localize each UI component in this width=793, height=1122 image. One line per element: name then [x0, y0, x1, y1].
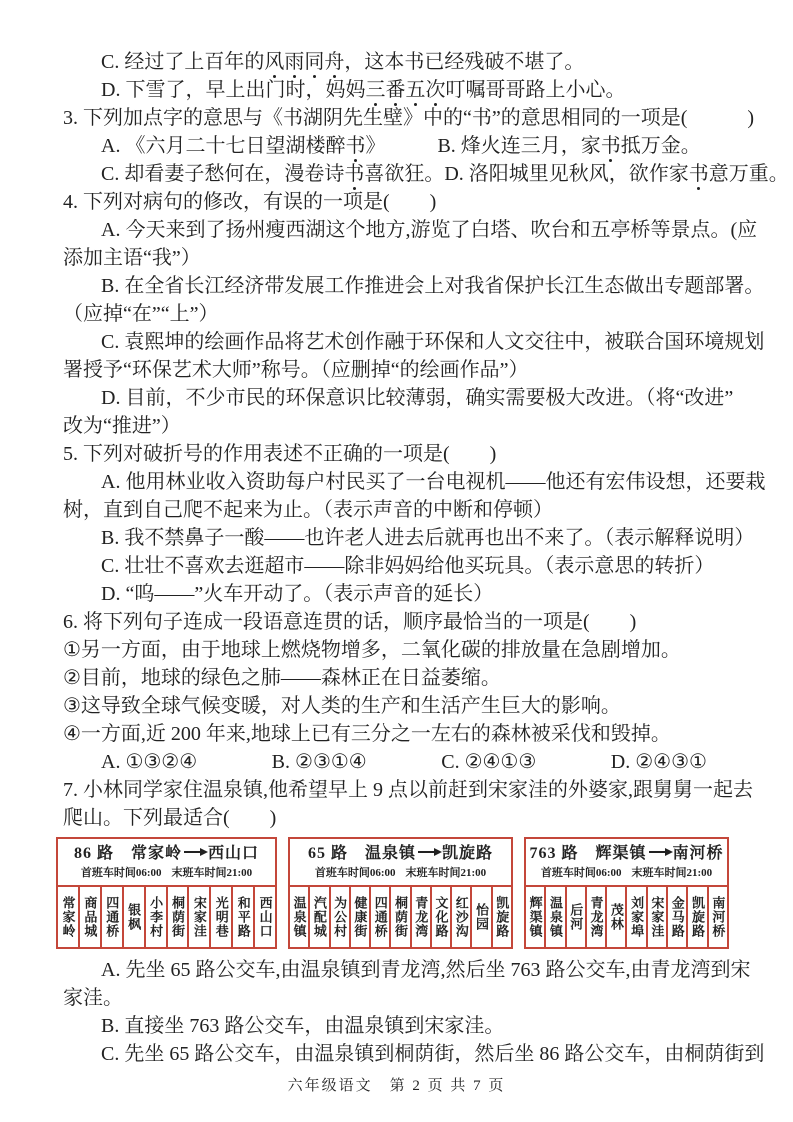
last-bus-time: 末班车时间21:00: [631, 867, 713, 879]
bus-stop: 茂林: [607, 887, 627, 947]
text-segment: 5. 下列对破折号的作用表述不正确的一项是( ): [63, 443, 497, 465]
text-segment: 》: [365, 135, 386, 157]
q4-option-d-cont: [63, 412, 737, 440]
q7-option-a-cont: [63, 984, 737, 1012]
bus-stop: 凯旋路: [494, 896, 510, 938]
route-title: [290, 843, 511, 865]
q5-option-b: [63, 524, 755, 552]
bus-stop: 怡园: [472, 887, 492, 947]
question-lines-lower: [63, 956, 765, 1068]
q2-option-d: [63, 76, 737, 104]
emphasized-text: 风雨同舟: [264, 51, 344, 73]
route-number: 65 路: [307, 845, 365, 862]
text-segment: B. ②③①④: [271, 751, 367, 773]
stops-row: [290, 885, 511, 947]
q3-options-ab: [63, 132, 737, 160]
text-segment: A. 先坐 65 路公交车,由温泉镇到青龙湾,然后坐 763 路公交车,由青龙湾到宋: [101, 959, 751, 981]
text-segment: 7. 小林同学家住温泉镇,他希望早上 9 点以前赶到宋家洼的外婆家,跟舅舅一起去: [63, 779, 753, 801]
bus-stop: 商品城: [80, 887, 102, 947]
bus-stop: 小李村: [146, 887, 168, 947]
text-segment: ②目前，地球的绿色之肺——森林正在日益萎缩。: [63, 667, 501, 689]
q5-option-c: [63, 552, 737, 580]
bus-stop: 红沙沟: [452, 887, 472, 947]
bus-stop: 银枫: [124, 887, 146, 947]
q4-option-c: [63, 328, 765, 356]
route-from: 辉渠镇: [595, 845, 647, 862]
text-segment: A. 今天来到了扬州瘦西湖这个地方,游览了白塔、吹台和五亭桥等景点。(应: [101, 219, 758, 241]
bus-stop: 为公村: [331, 887, 351, 947]
spacer: [385, 151, 437, 152]
q2-option-c: [63, 48, 737, 76]
first-bus-time: 首班车时间06:00: [314, 867, 396, 879]
route-number: 763 路: [529, 845, 596, 862]
text-segment: ①另一方面，由于地球上燃烧物增多，二氧化碳的排放量在急剧增加。: [63, 639, 681, 661]
bus-stop: 青龙湾: [587, 887, 607, 947]
bus-stop: 凯旋路: [688, 887, 708, 947]
bus-stop: 西山口: [257, 896, 273, 938]
bus-stop: 温泉镇: [290, 887, 310, 947]
q7-option-b: [63, 1012, 737, 1040]
text-segment: C. ②④①③: [441, 751, 537, 773]
q7-option-a: [63, 956, 751, 984]
text-segment: C. 壮壮不喜欢去逛超市——除非妈妈给他买玩具。（表示意思的转折）: [101, 555, 715, 577]
route-number: 86 路: [73, 845, 131, 862]
emphasized-text: 书: [345, 135, 365, 157]
bus-stop: 青龙湾: [412, 887, 432, 947]
q4-option-a: [63, 216, 758, 244]
page-footer: 六年级语文 第 2 页 共 7 页: [287, 1078, 506, 1094]
emphasized-text: 书: [689, 163, 709, 185]
text-segment: A. 他用林业收入资助每户村民买了一台电视机——他还有宏伟设想，还要栽: [101, 471, 766, 493]
bus-stop: 宋家洼: [189, 887, 211, 947]
service-times: [526, 865, 727, 882]
question-7-cont: [63, 804, 737, 832]
bus-stop: 金马路: [668, 887, 688, 947]
text-segment: 添加主语“我”）: [63, 247, 201, 269]
bus-stop: 光明巷: [211, 887, 233, 947]
question-7: [63, 776, 753, 804]
q6-sentence-2: [63, 664, 737, 692]
text-segment: 家洼。: [63, 987, 123, 1009]
bus-stop: 温泉镇: [546, 887, 566, 947]
text-segment: B. 我不禁鼻子一酸——也许老人进去后就再也出不来了。（表示解释说明）: [101, 527, 755, 549]
text-segment: B. 在全省长江经济带发展工作推进会上对我省保护长江生态做出专题部署。: [101, 275, 765, 297]
first-bus-time: 首班车时间06:00: [540, 867, 622, 879]
text-segment: C. 袁熙坤的绘画作品将艺术创作融于环保和人文交往中，被联合国环境规划: [101, 331, 765, 353]
bus-table-763路: [524, 837, 729, 949]
bus-stop: 四通桥: [371, 887, 391, 947]
text-segment: 6. 将下列句子连成一段语意连贯的话，顺序最恰当的一项是( ): [63, 611, 637, 633]
bus-stop: 后河: [567, 887, 587, 947]
text-segment: A. ①③②④: [101, 751, 198, 773]
route-to: 南河桥: [672, 845, 724, 862]
text-segment: 喜欲狂。D. 洛阳城里见秋风，欲作家: [364, 163, 689, 185]
q6-sentence-4: [63, 720, 737, 748]
service-times: [58, 865, 275, 882]
q6-options: [63, 748, 737, 776]
first-bus-time: 首班车时间06:00: [80, 867, 162, 879]
text-segment: A. 《六月二十七日望湖楼醉: [101, 135, 346, 157]
stops-row: [58, 885, 275, 947]
route-from: 常家岭: [130, 845, 182, 862]
question-6: [63, 608, 737, 636]
bus-stop: 桐荫街: [168, 887, 190, 947]
text-segment: ，这本书已经残破不堪了。: [344, 51, 585, 73]
text-segment: D. 目前，不少市民的环保意识比较薄弱，确实需要极大改进。（将“改进”: [101, 387, 734, 409]
bus-table-header: [290, 839, 511, 885]
text-segment: D. “呜——”火车开动了。（表示声音的延长）: [101, 583, 494, 605]
q4-option-b: [63, 272, 765, 300]
route-to: 西山口: [208, 845, 260, 862]
text-segment: B. 直接坐 763 路公交车，由温泉镇到宋家洼。: [101, 1015, 505, 1037]
bus-stop: 刘家埠: [627, 887, 647, 947]
text-segment: B. 烽火连三月，家: [437, 135, 601, 157]
last-bus-time: 末班车时间21:00: [171, 867, 253, 879]
q7-option-c: [63, 1040, 765, 1068]
bus-route-tables: [56, 837, 737, 949]
text-segment: C. 先坐 65 路公交车，由温泉镇到桐荫街，然后坐 86 路公交车，由桐荫街到: [101, 1043, 765, 1065]
route-from: 温泉镇: [364, 845, 416, 862]
bus-stop: 健康街: [351, 887, 371, 947]
service-times: [290, 865, 511, 882]
bus-stop: 桐荫街: [391, 887, 411, 947]
text-segment: 3. 下列加点字的意思与《书湖阴先生壁》中的“书”的意思相同的一项是( ): [63, 107, 755, 129]
bus-stop: 宋家洼: [648, 887, 668, 947]
text-segment: ③这导致全球气候变暖，对人类的生产和生活产生巨大的影响。: [63, 695, 621, 717]
route-arrow-icon: [418, 851, 440, 853]
route-title: [58, 843, 275, 865]
stops-row: [526, 885, 727, 947]
question-3: [63, 104, 755, 132]
text-segment: D. 下雪了，早上出门时，妈妈: [101, 79, 366, 101]
text-segment: 叮嘱哥哥路上小心。: [445, 79, 626, 101]
q5-option-a-cont: [63, 496, 737, 524]
last-bus-time: 末班车时间21:00: [405, 867, 487, 879]
bus-stop: 常家岭: [58, 887, 80, 947]
q3-options-cd: [63, 160, 789, 188]
bus-stop: 四通桥: [102, 887, 124, 947]
route-to: 凯旋路: [442, 845, 494, 862]
question-lines-upper: [63, 48, 789, 832]
q6-sentence-1: [63, 636, 737, 664]
text-segment: 4. 下列对病句的修改，有误的一项是( ): [63, 191, 437, 213]
question-4: [63, 188, 737, 216]
text-segment: （应掉“在”“上”）: [63, 303, 219, 325]
q4-option-b-cont: [63, 300, 737, 328]
route-title: [526, 843, 727, 865]
bus-table-86路: [56, 837, 277, 949]
route-arrow-icon: [649, 851, 671, 853]
text-segment: D. ②④③①: [610, 751, 707, 773]
bus-table-header: [58, 839, 275, 885]
bus-table-65路: [288, 837, 513, 949]
text-segment: 树，直到自己爬不起来为止。（表示声音的中断和停顿）: [63, 499, 553, 521]
bus-stop: 南河桥: [710, 896, 726, 938]
text-segment: ④一方面,近 200 年来,地球上已有三分之一左右的森林被采伐和毁掉。: [63, 723, 671, 745]
emphasized-text: 书: [344, 163, 364, 185]
q4-option-a-cont: [63, 244, 737, 272]
q6-sentence-3: [63, 692, 737, 720]
route-arrow-icon: [184, 851, 206, 853]
bus-stop: 和平路: [233, 887, 255, 947]
bus-stop: 辉渠镇: [526, 887, 546, 947]
q5-option-a: [63, 468, 766, 496]
q4-option-c-cont: [63, 356, 737, 384]
text-segment: 抵万金。: [620, 135, 701, 157]
text-segment: 意万重。: [708, 163, 789, 185]
emphasized-text: 三番五次: [365, 79, 445, 101]
text-segment: C. 经过了上百年的: [101, 51, 265, 73]
q4-option-d: [63, 384, 737, 412]
text-segment: 署授予“环保艺术大师”称号。（应删掉“的绘画作品”）: [63, 359, 529, 381]
text-segment: 改为“推进”）: [63, 415, 181, 437]
text-segment: C. 却看妻子愁何在，漫卷诗: [101, 163, 345, 185]
text-segment: 爬山。下列最适合( ): [63, 807, 277, 829]
question-5: [63, 440, 737, 468]
bus-stop: 汽配城: [310, 887, 330, 947]
q5-option-d: [63, 580, 737, 608]
bus-table-header: [526, 839, 727, 885]
bus-stop: 文化路: [432, 887, 452, 947]
emphasized-text: 书: [601, 135, 621, 157]
